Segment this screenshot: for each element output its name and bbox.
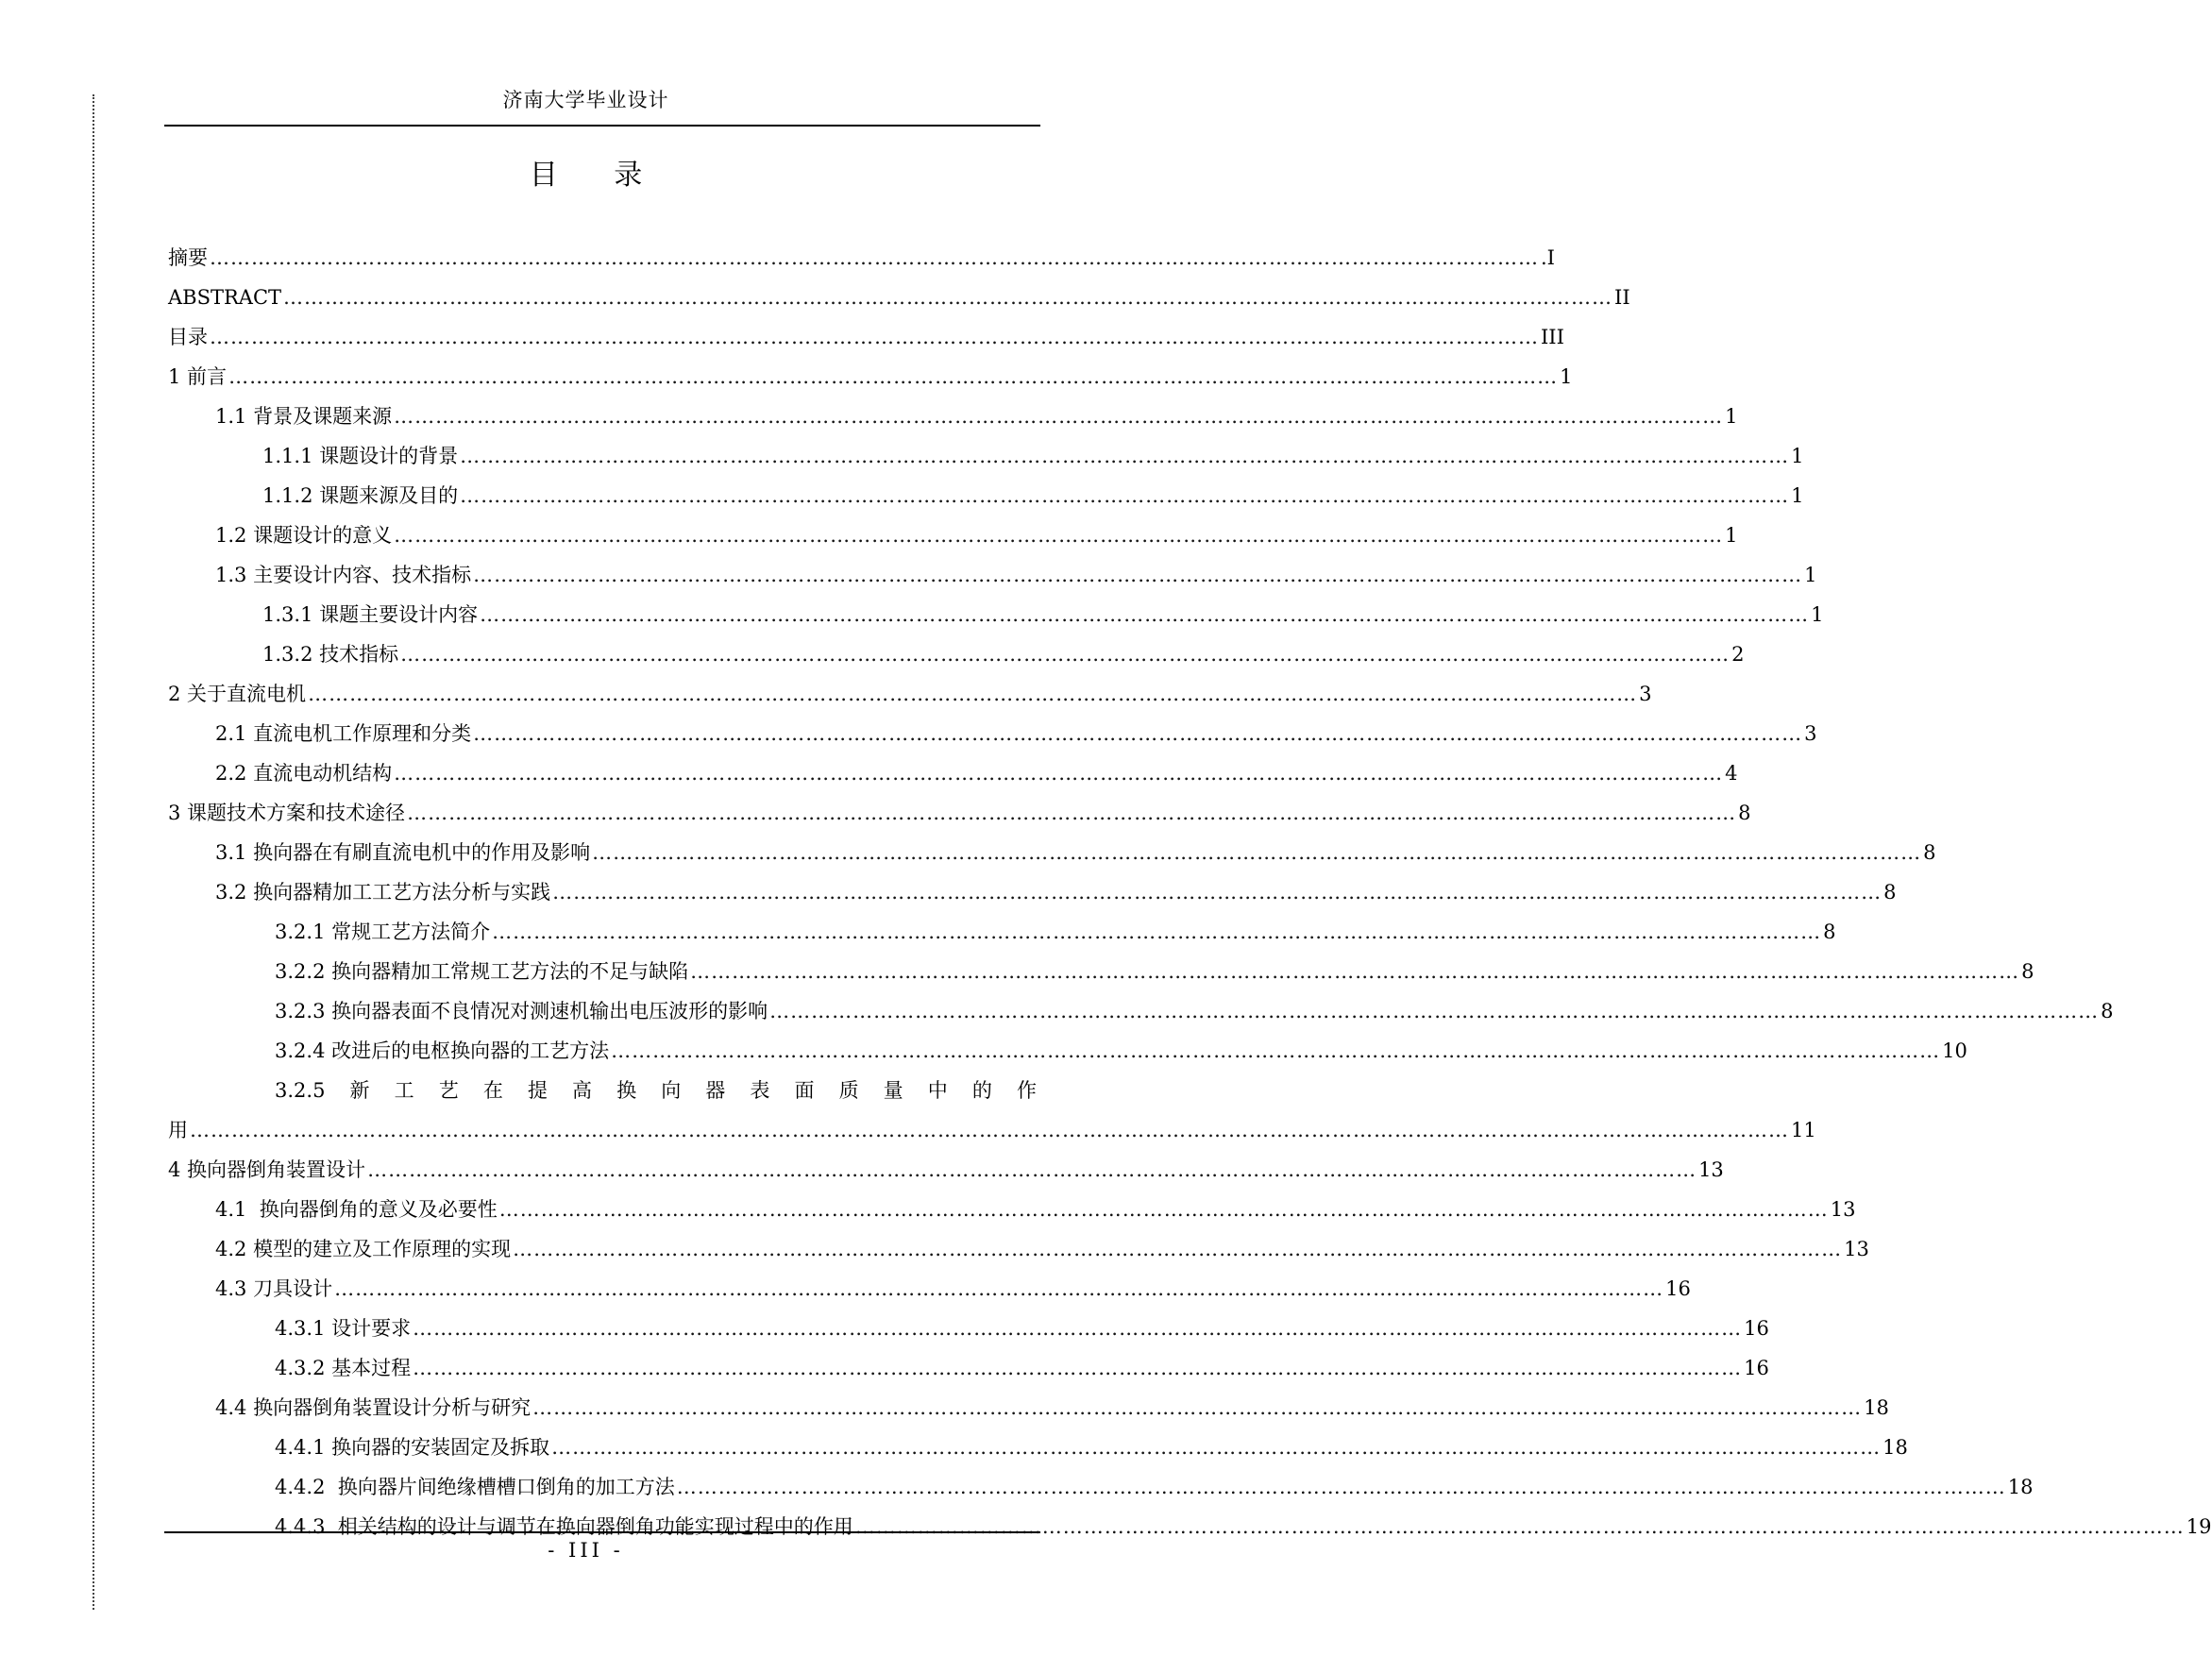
toc-entry-title-end: 用 (168, 1119, 188, 1141)
toc-entry-title: 目录 (168, 326, 208, 348)
toc-entry-number: 1.3.2 (262, 643, 313, 666)
toc-dot-leader (460, 476, 1789, 515)
toc-entry[interactable] (168, 952, 2035, 991)
toc-entry-number: 3.2.3 (275, 1000, 326, 1022)
toc-entry-page: 8 (1883, 881, 1897, 904)
toc-entry[interactable] (168, 991, 2114, 1031)
toc-entry-title: 课题设计的背景 (312, 445, 459, 467)
toc-entry-page: 11 (1791, 1119, 1816, 1141)
toc-entry-number: 1.2 (215, 524, 247, 547)
toc-entry-page: 8 (1738, 802, 1751, 824)
toc-entry-page: III (1541, 326, 1564, 348)
toc-entry-page: 13 (1698, 1158, 1724, 1181)
toc-entry-page: .I (1541, 246, 1555, 269)
toc-entry-number: 4.3.1 (275, 1317, 326, 1340)
toc-entry-title-line2 (168, 1110, 1816, 1150)
toc-entry-title-char: 作 (1016, 1079, 1037, 1102)
toc-dot-leader (499, 1190, 1829, 1229)
toc-entry-number: 1.1.2 (262, 484, 313, 507)
toc-entry[interactable] (168, 1031, 1967, 1071)
toc-entry-title: 刀具设计 (246, 1277, 333, 1300)
toc-entry-title: 换向器倒角的意义及必要性 (246, 1198, 498, 1221)
toc-entry-title-char: 质 (838, 1079, 859, 1102)
toc-dot-leader (532, 1388, 1862, 1428)
toc-entry-title: 技术指标 (312, 643, 399, 666)
toc-entry[interactable] (168, 753, 1738, 793)
toc-entry-number: 4.4.2 (275, 1476, 326, 1498)
toc-entry[interactable] (168, 317, 1564, 357)
toc-entry-title: 换向器表面不良情况对测速机输出电压波形的影响 (325, 1000, 768, 1022)
toc-entry-number: 3 (168, 802, 181, 824)
toc-entry-number: 2.2 (215, 762, 247, 785)
toc-entry-number: 2 (168, 683, 181, 705)
toc-dot-leader (413, 1348, 1742, 1388)
toc-entry-title: ABSTRACT (168, 286, 282, 309)
toc-entry-title-char: 提 (527, 1079, 548, 1102)
toc-entry[interactable] (168, 793, 1751, 833)
toc-entry-page: 4 (1725, 762, 1738, 785)
toc-dot-leader (210, 317, 1539, 357)
toc-entry-title: 设计要求 (325, 1317, 412, 1340)
toc-entry-title: 换向器在有刷直流电机中的作用及影响 (246, 841, 591, 864)
toc-entry-title-char: 向 (661, 1079, 682, 1102)
toc-entry-title-char: 面 (794, 1079, 815, 1102)
toc-entry-page: 1 (1811, 603, 1824, 626)
toc-entry-number: 4.4.3 (275, 1515, 326, 1538)
toc-entry-page: 16 (1665, 1277, 1691, 1300)
toc-entry[interactable] (168, 1229, 1869, 1269)
toc-entry-title: 换向器倒角装置设计分析与研究 (246, 1396, 532, 1419)
toc-entry-title: 课题主要设计内容 (312, 603, 479, 626)
toc-entry-number: 3.2.1 (275, 921, 326, 943)
toc-entry-title: 改进后的电枢换向器的工艺方法 (325, 1039, 610, 1062)
toc-entry[interactable] (168, 634, 1745, 674)
toc-entry-title-line1 (168, 1071, 1037, 1110)
toc-entry-page: 13 (1830, 1198, 1856, 1221)
toc-entry-page: 16 (1744, 1317, 1769, 1340)
toc-dot-leader (769, 991, 2099, 1031)
toc-dot-leader (394, 397, 1723, 436)
footer-rule (164, 1531, 1040, 1533)
toc-entry[interactable] (168, 238, 1555, 278)
toc-entry[interactable] (168, 833, 1936, 872)
toc-entry-number: 3.2 (215, 881, 247, 904)
toc-dot-leader (473, 555, 1802, 595)
toc-entry-title: 前言 (180, 365, 228, 388)
toc-dot-leader (473, 714, 1802, 753)
toc-entry-page: 2 (1731, 643, 1745, 666)
toc-title-char: 目 (529, 159, 558, 192)
toc-entry-title: 课题技术方案和技术途径 (180, 802, 406, 824)
toc-dot-leader (308, 674, 1637, 714)
toc-entry-number: 4.4 (215, 1396, 247, 1419)
toc-entry-title: 背景及课题来源 (246, 405, 393, 428)
toc-entry[interactable] (168, 912, 1836, 952)
toc-dot-leader (394, 515, 1723, 555)
toc-entry-number: 4 (168, 1158, 181, 1181)
toc-entry-title: 常规工艺方法简介 (325, 921, 491, 943)
header-rule (164, 125, 1040, 127)
toc-entry[interactable] (168, 476, 1804, 515)
toc-dot-leader (480, 595, 1809, 634)
toc-entry[interactable] (168, 1150, 1724, 1190)
toc-entry-page: 18 (2007, 1476, 2034, 1498)
toc-entry-title: 关于直流电机 (180, 683, 307, 705)
toc-entry-page: 8 (1923, 841, 1936, 864)
toc-entry[interactable] (168, 674, 1652, 714)
toc-entry-number: 1.3 (215, 564, 247, 586)
toc-entry[interactable] (168, 436, 1804, 476)
toc-entry-page: 19 (2186, 1515, 2212, 1538)
toc-entry-page: 18 (1883, 1436, 1908, 1459)
toc-entry-page: 1 (1725, 405, 1738, 428)
toc-entry-title: 直流电机工作原理和分类 (246, 722, 472, 745)
toc-entry-page: 1 (1725, 524, 1738, 547)
toc-entry-title: 摘要 (168, 246, 208, 269)
toc-entry-page: 8 (2021, 960, 2035, 983)
toc-entry-page: 3 (1804, 722, 1817, 745)
toc-entry-page: 1 (1560, 365, 1573, 388)
toc-entry-title-char: 器 (705, 1079, 726, 1102)
toc-entry-title: 换向器的安装固定及拆取 (325, 1436, 550, 1459)
toc-entry[interactable] (168, 595, 1824, 634)
toc-entry[interactable] (168, 397, 1738, 436)
toc-entry-number: 4.4.1 (275, 1436, 326, 1459)
toc-entry-title-char: 的 (971, 1079, 992, 1102)
toc-entry[interactable] (168, 1348, 1769, 1388)
toc-entry-title: 模型的建立及工作原理的实现 (246, 1238, 512, 1260)
toc-dot-leader (367, 1150, 1697, 1190)
toc-entry-title: 换向器精加工常规工艺方法的不足与缺陷 (325, 960, 689, 983)
toc-entry[interactable] (168, 1309, 1769, 1348)
toc-dot-leader (552, 872, 1882, 912)
toc-entry-page: 8 (1823, 921, 1836, 943)
toc-dot-leader (460, 436, 1789, 476)
toc-entry[interactable] (168, 555, 1817, 595)
toc-entry-title-char: 量 (883, 1079, 903, 1102)
toc-dot-leader (334, 1269, 1663, 1309)
toc-entry-number: 1 (168, 365, 181, 388)
toc-entry-title-char: 艺 (438, 1079, 459, 1102)
toc-entry-title-char: 表 (750, 1079, 770, 1102)
toc-entry-title: 课题设计的意义 (246, 524, 393, 547)
toc-entry-title-char: 换 (616, 1079, 637, 1102)
toc-entry[interactable] (168, 278, 1630, 317)
toc-entry-page: 3 (1639, 683, 1652, 705)
toc-entry-title: 相关结构的设计与调节在换向器倒角功能实现过程中的作用 (325, 1515, 853, 1538)
toc-dot-leader (413, 1309, 1742, 1348)
toc-entry-title: 基本过程 (325, 1357, 412, 1379)
toc-entry[interactable] (168, 1428, 1908, 1467)
toc-entry-page: 16 (1744, 1357, 1769, 1379)
toc-entry[interactable] (168, 1388, 1889, 1428)
toc-entry-page: 1 (1791, 484, 1804, 507)
toc-dot-leader (690, 952, 2019, 991)
toc-entry-title: 直流电动机结构 (246, 762, 393, 785)
toc-entry-page: 10 (1942, 1039, 1967, 1062)
toc-entry[interactable] (168, 714, 1817, 753)
toc-entry-title: 课题来源及目的 (312, 484, 459, 507)
toc-dot-leader (551, 1428, 1881, 1467)
toc-dot-leader (283, 278, 1613, 317)
toc-dot-leader (407, 793, 1736, 833)
toc-dot-leader (592, 833, 1921, 872)
toc-entry[interactable] (168, 1190, 1856, 1229)
toc-entry[interactable] (168, 872, 1897, 912)
toc-entry-title: 主要设计内容、技术指标 (246, 564, 472, 586)
toc-entry-number: 4.1 (215, 1198, 247, 1221)
toc-title-char: 录 (614, 159, 643, 192)
toc-entry-page: 1 (1791, 445, 1804, 467)
toc-entry-title-char: 高 (572, 1079, 592, 1102)
toc-entry-number: 3.1 (215, 841, 247, 864)
toc-entry-page: 1 (1804, 564, 1817, 586)
toc-entry-page: 13 (1844, 1238, 1869, 1260)
toc-dot-leader (611, 1031, 1940, 1071)
toc-entry-number: 3.2.5 (275, 1079, 326, 1102)
toc-entry[interactable] (168, 1269, 1691, 1309)
toc-entry-title-char: 中 (927, 1079, 948, 1102)
toc-dot-leader (394, 753, 1723, 793)
toc-dot-leader (400, 634, 1730, 674)
binding-margin-line (93, 94, 94, 1610)
toc-title (0, 151, 1172, 193)
table-of-contents (168, 238, 2212, 1546)
toc-dot-leader (228, 357, 1558, 397)
toc-entry-title-char: 在 (482, 1079, 503, 1102)
toc-entry[interactable] (168, 515, 1738, 555)
toc-entry[interactable] (168, 357, 1573, 397)
toc-entry-number: 4.2 (215, 1238, 247, 1260)
toc-dot-leader (210, 238, 1539, 278)
toc-entry-number: 3.2.2 (275, 960, 326, 983)
page-number: - III - (548, 1539, 624, 1562)
toc-entry-page: 18 (1864, 1396, 1889, 1419)
toc-entry-number: 3.2.4 (275, 1039, 326, 1062)
toc-entry-number: 2.1 (215, 722, 247, 745)
toc-entry-number: 4.3.2 (275, 1357, 326, 1379)
toc-entry-title: 换向器片间绝缘槽槽口倒角的加工方法 (325, 1476, 675, 1498)
toc-entry-title-char: 新 (349, 1079, 370, 1102)
toc-entry-number: 1.1 (215, 405, 247, 428)
toc-entry-title: 换向器精加工工艺方法分析与实践 (246, 881, 551, 904)
toc-entry-number: 4.3 (215, 1277, 247, 1300)
toc-entry-page: II (1614, 286, 1630, 309)
toc-dot-leader: ………………………………………………………………………………………………………………………………………………………………………… ………………………………… (190, 1110, 1789, 1150)
toc-dot-leader (492, 912, 1821, 952)
toc-entry-number: 1.3.1 (262, 603, 313, 626)
toc-entry-page: 8 (2101, 1000, 2114, 1022)
toc-entry[interactable] (168, 1467, 2034, 1507)
toc-entry-number: 1.1.1 (262, 445, 313, 467)
toc-entry-title: 换向器倒角装置设计 (180, 1158, 366, 1181)
toc-entry-wrapped[interactable] (168, 1071, 1816, 1150)
page-header: 济南大学毕业设计 (502, 89, 669, 111)
toc-dot-leader (513, 1229, 1842, 1269)
toc-dot-leader (677, 1467, 2006, 1507)
toc-entry-title-char: 工 (394, 1079, 414, 1102)
